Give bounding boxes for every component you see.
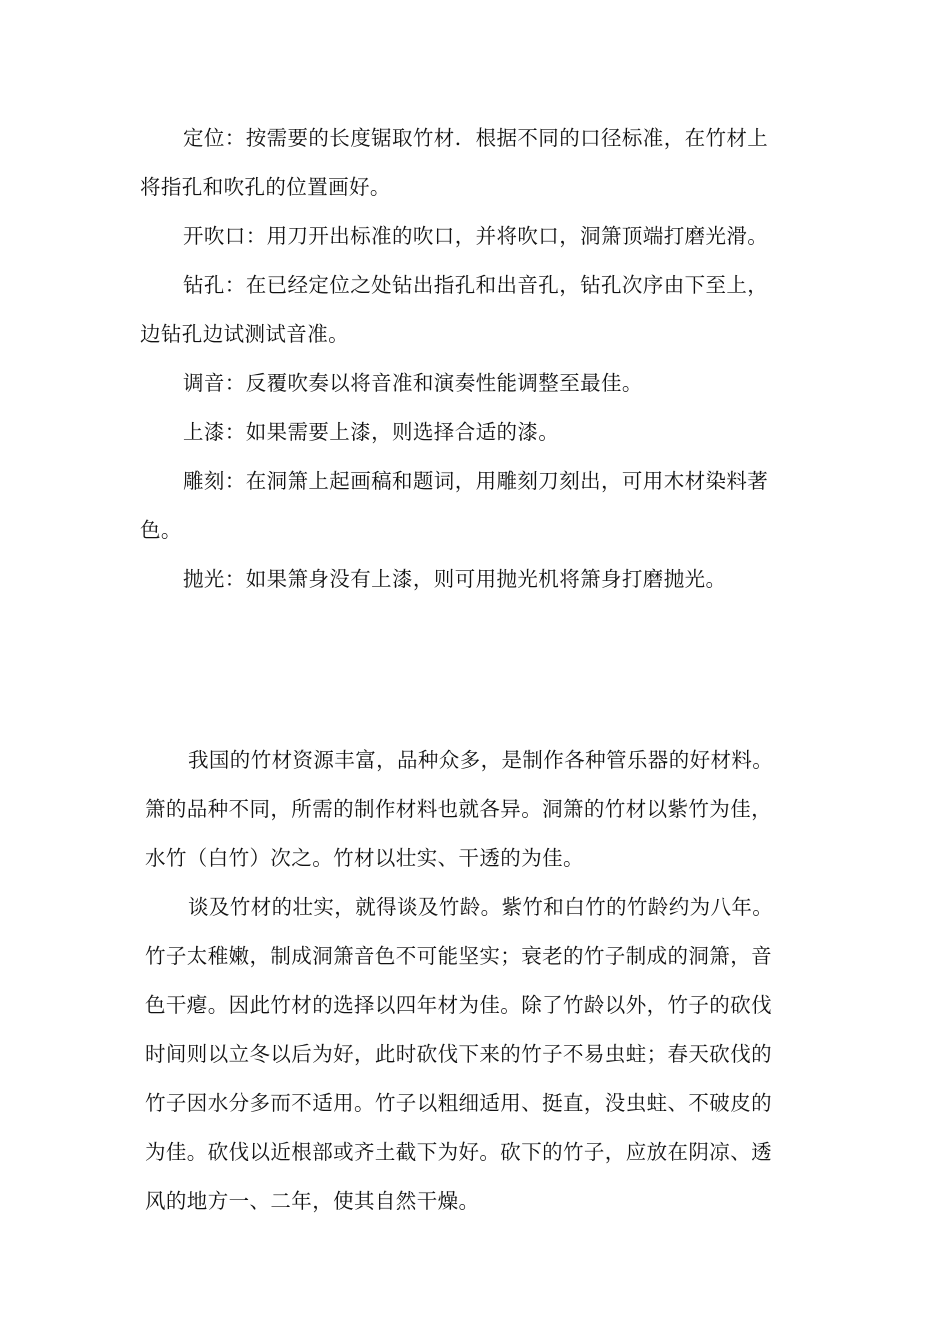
material-paragraph [0, 736, 950, 883]
text-line: 抛光：如果箫身没有上漆，则可用抛光机将箫身打磨抛光。 [183, 567, 727, 591]
step-positioning [0, 114, 950, 212]
text-line: 钻孔：在已经定位之处钻出指孔和出音孔，钻孔次序由下至上， [183, 273, 769, 297]
material-paragraph [0, 883, 950, 1226]
text-line: 水竹（白竹）次之。竹材以壮实、干透的为佳。 [145, 846, 584, 870]
process-steps-section [0, 114, 950, 604]
text-line: 箫的品种不同，所需的制作材料也就各异。洞箫的竹材以紫竹为佳， [145, 797, 772, 821]
text-line: 谈及竹材的壮实，就得谈及竹龄。紫竹和白竹的竹龄约为八年。 [188, 895, 774, 919]
step-tuning [0, 359, 950, 408]
text-line: 边钻孔边试测试音准。 [140, 322, 349, 346]
text-line: 开吹口：用刀开出标准的吹口，并将吹口，洞箫顶端打磨光滑。 [183, 224, 769, 248]
text-line: 上漆：如果需要上漆，则选择合适的漆。 [183, 420, 560, 444]
bamboo-material-section [0, 736, 950, 1226]
text-line: 风的地方一、二年，使其自然干燥。 [145, 1189, 480, 1213]
step-blow-hole [0, 212, 950, 261]
text-line: 竹子因水分多而不适用。竹子以粗细适用、挺直，没虫蛀、不破皮的 [145, 1091, 772, 1115]
text-line: 雕刻：在洞箫上起画稿和题词，用雕刻刀刻出，可用木材染料著 [183, 469, 769, 493]
step-lacquer [0, 408, 950, 457]
text-line: 为佳。砍伐以近根部或齐土截下为好。砍下的竹子，应放在阴凉、透 [145, 1140, 772, 1164]
text-line: 调音：反覆吹奏以将音准和演奏性能调整至最佳。 [183, 371, 643, 395]
text-line: 色干瘪。因此竹材的选择以四年材为佳。除了竹龄以外，竹子的砍伐 [145, 993, 772, 1017]
step-carving [0, 457, 950, 555]
text-line: 将指孔和吹孔的位置画好。 [140, 175, 391, 199]
text-line: 竹子太稚嫩，制成洞箫音色不可能坚实；衰老的竹子制成的洞箫，音 [145, 944, 772, 968]
text-line: 时间则以立冬以后为好，此时砍伐下来的竹子不易虫蛀；春天砍伐的 [145, 1042, 772, 1066]
text-line: 色。 [140, 518, 182, 542]
text-line: 我国的竹材资源丰富，品种众多，是制作各种管乐器的好材料。 [188, 748, 774, 772]
step-drilling [0, 261, 950, 359]
step-polishing [0, 555, 950, 604]
text-line: 定位：按需要的长度锯取竹材．根据不同的口径标准，在竹材上 [183, 126, 769, 150]
